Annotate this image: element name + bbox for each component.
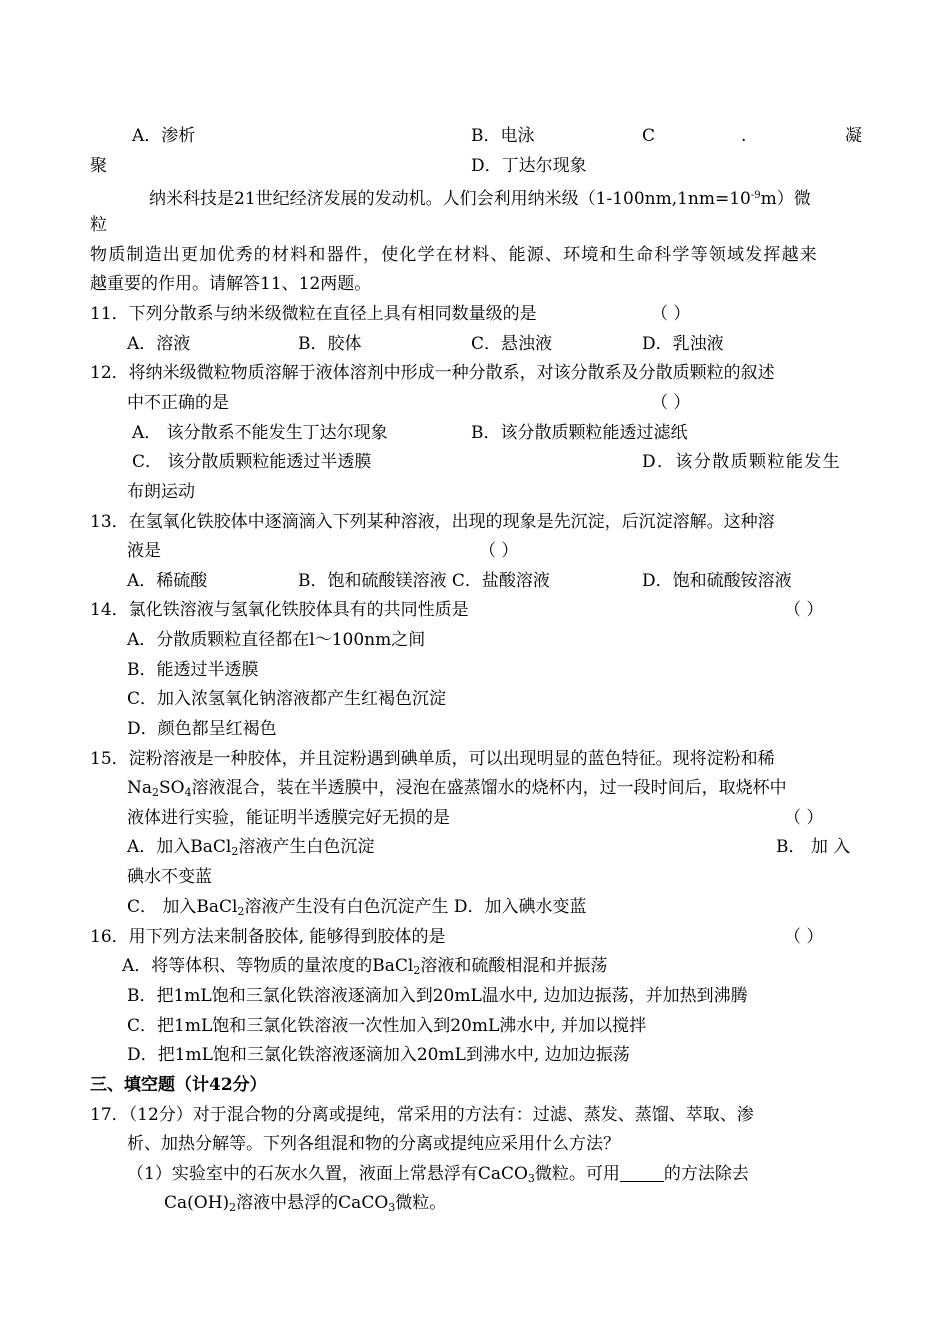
q15-option-b-cont: 碘水不变蓝 (127, 867, 212, 887)
q10-option-a: A．渗析 (132, 126, 196, 146)
intro-line-2: 物质制造出更加优秀的材料和器件，使化学在材料、能源、环境和生命科学等领域发挥越来 (90, 245, 818, 265)
q11-option-b: B．胶体 (298, 334, 362, 354)
q10-option-c-text-cont: 聚 (90, 156, 107, 176)
q17-stem-1: 17．（12分）对于混合物的分离或提纯，常采用的方法有：过滤、蒸发、蒸馏、萃取、渗 (90, 1105, 754, 1125)
q12-stem-2: 中不正确的是 (127, 393, 229, 413)
q11-option-c: C．悬浊液 (471, 334, 553, 354)
q13-answer-paren: （ ） (479, 541, 519, 561)
q15-option-b: B． 加 入 (776, 837, 851, 857)
q14-option-c: C．加入浓氢氧化钠溶液都产生红褐色沉淀 (127, 689, 447, 709)
intro-line-1-tail: 粒 (90, 215, 107, 235)
intro-line-3: 越重要的作用。请解答11、12两题。 (90, 274, 372, 294)
q17-part-1: （1）实验室中的石灰水久置，液面上常悬浮有CaCO$_3$微粒。可用 的方法除去 (127, 1164, 749, 1185)
q17-stem-2: 析、加热分解等。下列各组混和物的分离或提纯应采用什么方法？ (127, 1134, 620, 1154)
section-3-heading: 三、填空题（计42分） (90, 1075, 267, 1095)
q16-answer-paren: （ ） (784, 927, 824, 947)
q16-stem: 16．用下列方法来制备胶体, 能够得到胶体的是 (90, 927, 446, 947)
q15-answer-paren: （ ） (784, 808, 824, 828)
q11-answer-paren: （ ） (651, 304, 691, 324)
q12-option-d: D．该分散质颗粒能发生 (642, 452, 842, 472)
q11-option-d: D．乳浊液 (642, 334, 724, 354)
q15-option-c-d: C． 加入BaCl$_2$溶液产生没有白色沉淀产生 D．加入碘水变蓝 (127, 897, 587, 918)
q12-option-a: A． 该分散系不能发生丁达尔现象 (132, 423, 388, 443)
q11-option-a: A．溶液 (127, 334, 191, 354)
q13-option-a: A．稀硫酸 (127, 571, 208, 591)
q15-option-a: A．加入BaCl$_2$溶液产生白色沉淀 (127, 837, 375, 858)
q16-option-a: A．将等体积、等物质的量浓度的BaCl$_2$溶液和硫酸相混和并振荡 (122, 956, 608, 977)
q13-stem-1: 13．在氢氧化铁胶体中逐滴滴入下列某种溶液，出现的现象是先沉淀，后沉淀溶解。这种溶 (90, 512, 775, 532)
q14-option-d: D．颜色都呈红褐色 (127, 719, 277, 739)
q13-stem-2: 液是 (127, 541, 161, 561)
q10-option-b: B．电泳 (471, 126, 535, 146)
q14-answer-paren: （ ） (784, 600, 824, 620)
intro-line-1: 纳米科技是21世纪经济发展的发动机。人们会利用纳米级$(1-100nm,1nm=10^{-9}m)$微 (149, 189, 811, 209)
q10-option-d: D．丁达尔现象 (471, 156, 587, 176)
q11-stem: 11．下列分散系与纳米级微粒在直径上具有相同数量级的是 (90, 304, 537, 324)
q15-stem-3: 液体进行实验，能证明半透膜完好无损的是 (127, 808, 450, 828)
answer-blank[interactable] (620, 1165, 664, 1182)
q10-option-c-text: 凝 (845, 126, 862, 146)
q10-option-c-dot: . (741, 126, 747, 146)
q15-stem-2: $Na_2SO_4$溶液混合，装在半透膜中，浸泡在盛蒸馏水的烧杯内，过一段时间后，取烧杯中 (127, 778, 787, 799)
q16-option-b: B．把1mL饱和三氯化铁溶液逐滴加入到20mL温水中, 边加边振荡，并加热到沸腾 (127, 986, 748, 1006)
q14-stem: 14．氯化铁溶液与氢氧化铁胶体具有的共同性质是 (90, 600, 469, 620)
q12-option-b: B．该分散质颗粒能透过滤纸 (471, 423, 688, 443)
q16-option-c: C．把1mL饱和三氯化铁溶液一次性加入到20mL沸水中, 并加以搅拌 (127, 1016, 647, 1036)
q13-option-d: D．饱和硫酸铵溶液 (642, 571, 792, 591)
q12-option-c: C． 该分散质颗粒能透过半透膜 (132, 452, 372, 472)
q14-option-b: B．能透过半透膜 (127, 660, 259, 680)
q15-stem-1: 15．淀粉溶液是一种胶体，并且淀粉遇到碘单质，可以出现明显的蓝色特征。现将淀粉和稀 (90, 749, 775, 769)
q14-option-a: A．分散质颗粒直径都在l～100nm之间 (127, 630, 426, 650)
q16-option-d: D．把1mL饱和三氯化铁溶液逐滴加入20mL到沸水中, 边加边振荡 (127, 1045, 630, 1065)
q17-part-1-cont: $Ca(OH)_2$溶液中悬浮的CaCO$_3$微粒。 (164, 1193, 447, 1214)
q12-stem-1: 12．将纳米级微粒物质溶解于液体溶剂中形成一种分散系，对该分散系及分散质颗粒的叙述 (90, 363, 775, 383)
q13-option-bc: B．饱和硫酸镁溶液 C．盐酸溶液 (298, 571, 550, 591)
q10-option-c-letter: C (642, 126, 656, 146)
q12-answer-paren: （ ） (651, 393, 691, 413)
q12-option-d-cont: 布朗运动 (127, 482, 195, 502)
